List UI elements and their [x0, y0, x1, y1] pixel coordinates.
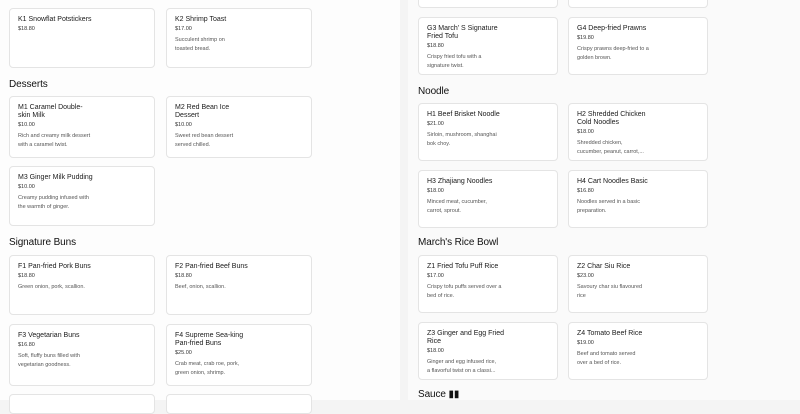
menu-item-f1[interactable]	[9, 255, 155, 315]
item-description: Green onion, pork, scallion.	[18, 283, 98, 292]
item-price: $10.00	[18, 183, 146, 191]
item-price: $18.00	[427, 347, 549, 355]
left-column	[0, 0, 400, 400]
menu-item-f2[interactable]	[166, 255, 312, 315]
menu-item-k2[interactable]	[166, 8, 312, 68]
item-name: H2 Shredded Chicken Cold Noodles	[577, 111, 649, 127]
item-price: $17.00	[427, 272, 549, 280]
item-price: $16.80	[577, 187, 699, 195]
menu-item-h1[interactable]	[418, 103, 558, 161]
item-description: Savoury char siu flavoured rice	[577, 283, 649, 300]
item-price: $18.00	[577, 128, 699, 136]
item-name: H4 Cart Noodles Basic	[577, 178, 699, 186]
item-description: Crispy tofu puffs served over a bed of rice.	[427, 283, 505, 300]
item-description: Beef, onion, scallion.	[175, 283, 255, 292]
item-price: $23.00	[577, 272, 699, 280]
menu-item-z2[interactable]	[568, 255, 708, 313]
item-name: G3 March' S Signature Fried Tofu	[427, 25, 499, 41]
menu-item-h4[interactable]	[568, 170, 708, 228]
item-description: Sweet red bean dessert served chilled.	[175, 132, 240, 149]
item-price: $25.00	[175, 349, 303, 357]
item-name: G4 Deep-fried Prawns	[577, 25, 699, 33]
menu-item-f4[interactable]	[166, 324, 312, 386]
item-price: $10.00	[18, 121, 146, 129]
item-description: Sirloin, mushroom, shanghai bok choy.	[427, 131, 505, 148]
item-description: Creamy pudding infused with the warmth of ginger.	[18, 194, 90, 211]
item-price: $18.00	[427, 187, 549, 195]
item-name: Z2 Char Siu Rice	[577, 263, 699, 271]
section-heading-sauce: Sauce ▮▮	[418, 389, 459, 400]
item-name: H3 Zhajiang Noodles	[427, 178, 549, 186]
item-description: Succulent shrimp on toasted bread.	[175, 36, 235, 53]
menu-item-g4[interactable]	[568, 17, 708, 75]
item-price: $17.00	[175, 25, 303, 33]
menu-item-m2[interactable]	[166, 96, 312, 158]
item-price: $16.80	[18, 341, 146, 349]
item-price: $21.00	[427, 120, 549, 128]
item-price: $18.80	[18, 272, 146, 280]
menu-item-z3[interactable]	[418, 322, 558, 380]
item-name: F4 Supreme Sea-king Pan-fried Buns	[175, 332, 247, 348]
menu-item-h3[interactable]	[418, 170, 558, 228]
item-description: Soft, fluffy buns filled with vegetarian goodness.	[18, 352, 90, 369]
menu-item-partial[interactable]	[418, 0, 558, 8]
item-description: Noodles served in a basic preparation.	[577, 198, 649, 215]
item-price: $18.80	[175, 272, 303, 280]
section-heading-rice-bowl: March's Rice Bowl	[418, 237, 498, 248]
item-name: H1 Beef Brisket Noodle	[427, 111, 549, 119]
menu-item-g3[interactable]	[418, 17, 558, 75]
item-name: F1 Pan-fried Pork Buns	[18, 263, 146, 271]
menu-item-m1[interactable]	[9, 96, 155, 158]
item-name: M2 Red Bean Ice Dessert	[175, 104, 237, 120]
section-heading-desserts: Desserts	[9, 79, 48, 90]
menu-item-h2[interactable]	[568, 103, 708, 161]
item-name: K1 Snowflat Potstickers	[18, 16, 146, 24]
menu-item-partial[interactable]	[568, 0, 708, 8]
item-description: Beef and tomato served over a bed of rice.	[577, 350, 641, 367]
right-column	[408, 0, 800, 400]
menu-item-f3[interactable]	[9, 324, 155, 386]
item-name: M3 Ginger Milk Pudding	[18, 174, 146, 182]
item-price: $10.00	[175, 121, 303, 129]
menu-item-partial[interactable]	[166, 394, 312, 414]
menu-item-z1[interactable]	[418, 255, 558, 313]
item-description: Crispy prawns deep-fried to a golden brown.	[577, 45, 649, 62]
item-name: F2 Pan-fried Beef Buns	[175, 263, 303, 271]
menu-item-partial[interactable]	[9, 394, 155, 414]
item-description: Crab meat, crab roe, pork, green onion, shrimp.	[175, 360, 245, 377]
item-price: $18.80	[18, 25, 146, 33]
section-heading-signature-buns: Signature Buns	[9, 237, 76, 248]
item-price: $19.00	[577, 339, 699, 347]
item-price: $18.80	[427, 42, 549, 50]
item-description: Shredded chicken, cucumber, peanut, carrot,...	[577, 139, 649, 156]
item-description: Rich and creamy milk dessert with a caramel twist.	[18, 132, 96, 149]
item-name: Z4 Tomato Beef Rice	[577, 330, 699, 338]
item-description: Ginger and egg infused rice, a flavorful twist on a classi...	[427, 358, 499, 375]
item-description: Minced meat, cucumber, carrot, sprout.	[427, 198, 499, 215]
item-name: M1 Caramel Double-skin Milk	[18, 104, 88, 120]
item-price: $19.80	[577, 34, 699, 42]
item-name: Z1 Fried Tofu Puff Rice	[427, 263, 549, 271]
item-description: Crispy fried tofu with a signature twist.	[427, 53, 487, 70]
item-name: Z3 Ginger and Egg Fried Rice	[427, 330, 507, 346]
menu-item-z4[interactable]	[568, 322, 708, 380]
menu-item-m3[interactable]	[9, 166, 155, 226]
item-name: K2 Shrimp Toast	[175, 16, 303, 24]
section-heading-noodle: Noodle	[418, 86, 449, 97]
menu-item-k1[interactable]	[9, 8, 155, 68]
item-name: F3 Vegetarian Buns	[18, 332, 146, 340]
